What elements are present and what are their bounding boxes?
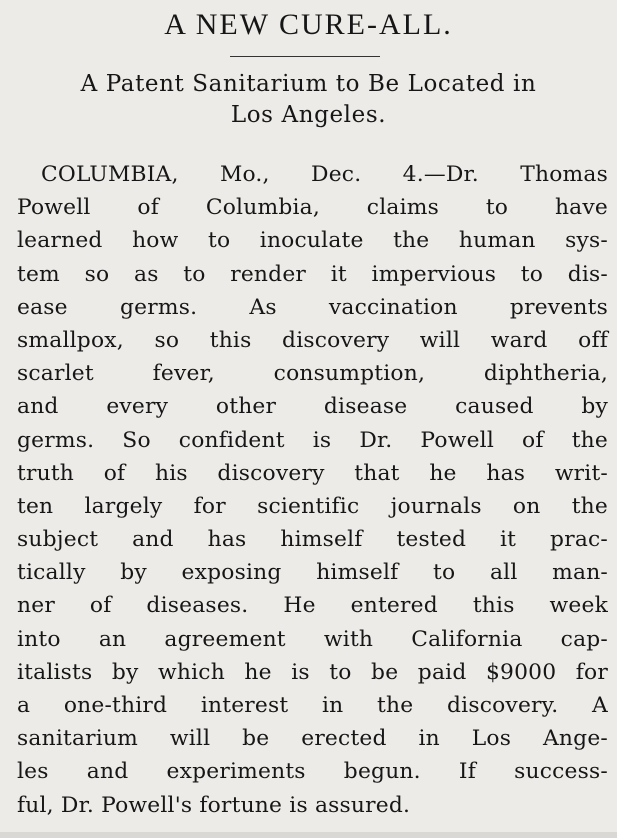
article-body [17,158,608,822]
body-line: scarlet fever, consumption, diphtheria, [17,361,608,387]
body-line: and every other disease caused by [17,394,608,420]
subhead-line-1: A Patent Sanitarium to Be Located in [80,71,537,97]
subheadline [0,69,617,131]
body-line: sanitarium will be erected in Los Ange- [17,726,608,752]
body-line: ner of diseases. He entered this week [17,593,608,619]
body-line: ful, Dr. Powell's fortune is assured. [17,792,411,818]
body-line: truth of his discovery that he has writ- [17,460,608,486]
body-line: ease germs. As vaccination prevents [17,294,608,320]
body-line: into an agreement with California cap- [17,626,608,652]
headline: A NEW CURE-ALL. [164,8,453,41]
body-line: tically by exposing himself to all man- [17,560,608,586]
body-line: learned how to inoculate the human sys- [17,228,608,254]
body-line: les and experiments begun. If success- [17,759,608,785]
body-line: germs. So confident is Dr. Powell of the [17,427,608,453]
body-line: COLUMBIA, Mo., Dec. 4.—Dr. Thomas [41,162,608,187]
body-line: ten largely for scientific journals on the [17,493,608,519]
body-line: Powell of Columbia, claims to have [17,195,608,221]
page-edge [0,832,617,838]
subhead-line-2: Los Angeles. [230,102,387,128]
body-line: italists by which he is to be paid $9000 for [17,659,608,685]
headline-divider [230,56,380,57]
body-line: tem so as to render it impervious to dis- [17,261,608,287]
body-line: smallpox, so this discovery will ward off [17,327,608,353]
body-line: subject and has himself tested it prac- [17,527,608,553]
body-line: a one-third interest in the discovery. A [17,693,608,718]
